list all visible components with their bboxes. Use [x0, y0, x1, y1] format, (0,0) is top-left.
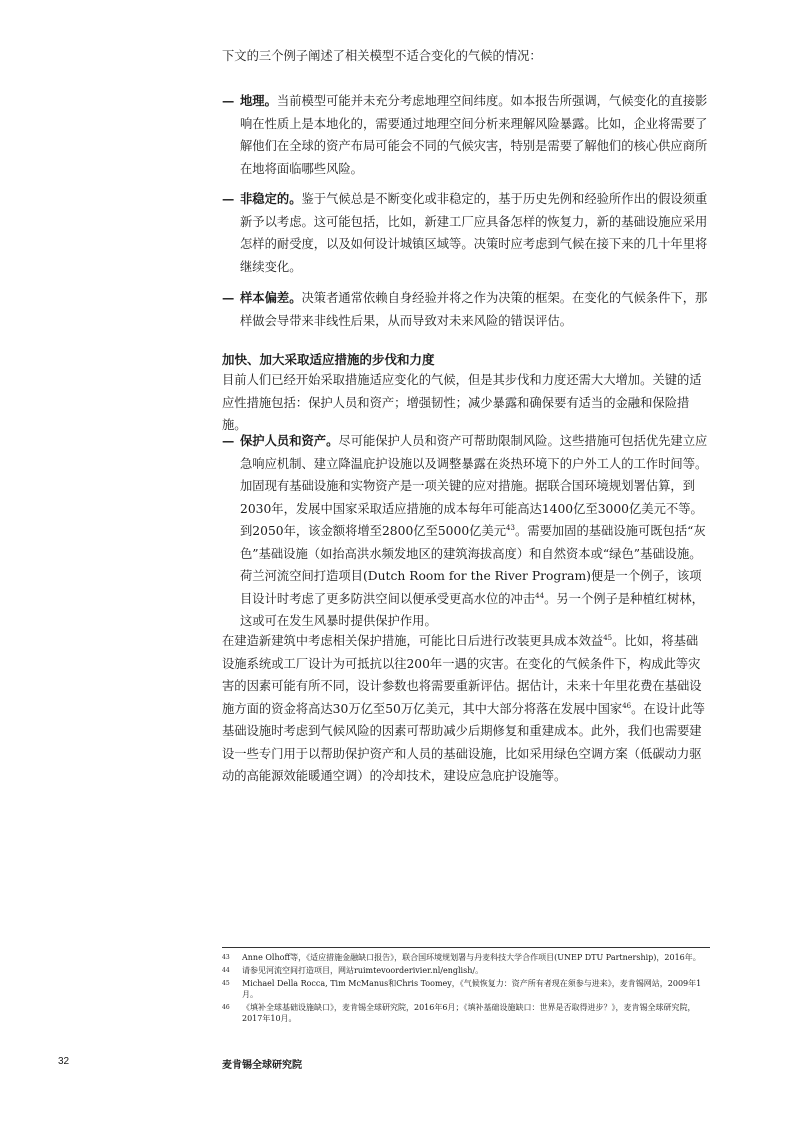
footnote-number: 44	[222, 967, 230, 974]
page-number: 32	[58, 1056, 70, 1067]
footnote-text[interactable]: 请参见河流空间打造项目，网站ruimtevoorderivier.nl/english/。	[242, 966, 484, 975]
section-paragraph: 目前人们已经开始采取措施适应变化的气候，但是其步伐和力度还需大大增加。关键的适应性措施包括：保护人员和资产；增强韧性；减少暴露和确保要有适当的金融和保险措施。	[222, 373, 702, 432]
bullet-dash: —	[222, 433, 235, 448]
bullet-protect-people-assets	[222, 430, 710, 633]
paragraph-part1: 在建造新建筑中考虑相关保护措施，可能比日后进行改装更具成本效益	[222, 634, 604, 648]
bullet-text: 鉴于气候总是不断变化或非稳定的，基于历史先例和经验所作出的假设须重新予以考虑。这可能包括，比如，新建工厂应具备怎样的恢复力，新的基础设施应采用怎样的耐受度，以及如何设计城镇区域等。决策时应考虑到气候在接下来的几十年里将继续变化。	[240, 192, 708, 274]
bullet-dash: —	[222, 290, 235, 305]
footnote-text: Anne Olhoff等，《适应措施金融缺口报告》，联合国环境规划署与丹麦科技大学合作项目(UNEP DTU Partnership)，2016年。	[242, 953, 701, 962]
intro-paragraph: 下文的三个例子阐述了相关模型不适合变化的气候的情况：	[222, 49, 542, 63]
bullet-dash: —	[222, 191, 235, 206]
bullet-text: 决策者通常依赖自身经验并将之作为决策的框架。在变化的气候条件下，那样做会导带来非线性后果，从而导致对未来风险的错误评估。	[240, 291, 708, 328]
footnotes	[222, 952, 710, 1026]
bullet-text-part1: 尽可能保护人员和资产可帮助限制风险。这些措施可包括优先建立应急响应机制、建立降温庇护设施以及调整暴露在炎热环境下的户外工人的工作时间等。加固现有基础设施和实物资产是一项关键的应对措施。据联合国环境规划署估算，到2030年，发展中国家采取适应措施的成本每年可能高达1400亿至3000亿美元不等。到2050年，该金额将增至2800亿至5000亿美元	[240, 434, 708, 538]
footnote-ref-46[interactable]: 46	[622, 701, 632, 710]
bullet-dash: —	[222, 93, 235, 108]
footnote-43	[222, 952, 710, 963]
paragraph-part3: 。在设计此等基础设施时考虑到气候风险的因素可帮助减少后期修复和重建成本。此外，我们也需要建设一些专门用于以帮助保护资产和人员的基础设施，比如采用绿色空调方案（低碳动力驱动的高能源效能暖通空调）的冷却技术，建设应急庇护设施等。	[222, 701, 705, 783]
paragraph-part2: 。比如，将基础设施系统或工厂设计为可抵抗以往200年一遇的灾害。在变化的气候条件下，构成此等灾害的因素可能有所不同，设计参数也将需要重新评估。据估计，未来十年里花费在基础设施方面的资金将高达30万亿至50万亿美元，其中大部分将落在发展中国家	[222, 634, 702, 716]
footnote-ref-44[interactable]: 44	[535, 591, 545, 600]
bullet-title: 地理。	[240, 93, 277, 108]
bullet-sample-bias	[222, 287, 710, 332]
footnote-ref-43[interactable]: 43	[506, 524, 515, 532]
body-paragraph	[222, 630, 710, 788]
footer-title: 麦肯锡全球研究院	[222, 1060, 302, 1071]
footnote-number: 45	[222, 980, 230, 987]
bullet-title: 非稳定的。	[240, 191, 302, 206]
bullet-geography	[222, 90, 710, 180]
footnote-46	[222, 1002, 710, 1024]
section-heading: 加快、加大采取适应措施的步伐和力度	[222, 352, 435, 367]
footnote-44	[222, 965, 710, 976]
footnote-number: 46	[222, 1004, 230, 1011]
footnote-45	[222, 978, 710, 1000]
bullet-text: 当前模型可能并未充分考虑地理空间纬度。如本报告所强调，气候变化的直接影响在性质上是本地化的，需要通过地理空间分析来理解风险暴露。比如，企业将需要了解他们在全球的资产布局可能会不同的气候灾害，特别是需要了解他们的核心供应商所在地将面临哪些风险。	[240, 94, 708, 176]
footnote-text: Michael Della Rocca, Tim McManus和Chris Toomey，《气候恢复力：资产所有者现在须参与进来》，麦肯锡网站，2009年1月。	[242, 979, 702, 999]
footnote-number: 43	[222, 954, 230, 961]
footnote-ref-45[interactable]: 45	[603, 634, 613, 642]
bullet-text-part3: 。另一个例子是种植红树林，这或可在发生风暴时提供保护作用。	[240, 591, 704, 628]
footnote-divider	[222, 947, 710, 948]
bullet-title: 样本偏差。	[240, 290, 302, 305]
bullet-non-stationary	[222, 188, 710, 278]
bullet-text-part2: 。需要加固的基础设施可既包括“灰色”基础设施（如抬高洪水频发地区的建筑海拔高度）和自然资本或“绿色”基础设施。荷兰河流空间打造项目(Dutch Room for the River Program)便是一个例子，该项目设计时考虑了更多防洪空间以便承受更高水位的冲击	[240, 524, 706, 606]
bullet-title: 保护人员和资产。	[240, 433, 339, 448]
footnote-text: 《填补全球基础设施缺口》，麦肯锡全球研究院，2016年6月；《填补基础设施缺口：世界是否取得进步？》，麦肯锡全球研究院，2017年10月。	[242, 1003, 696, 1023]
